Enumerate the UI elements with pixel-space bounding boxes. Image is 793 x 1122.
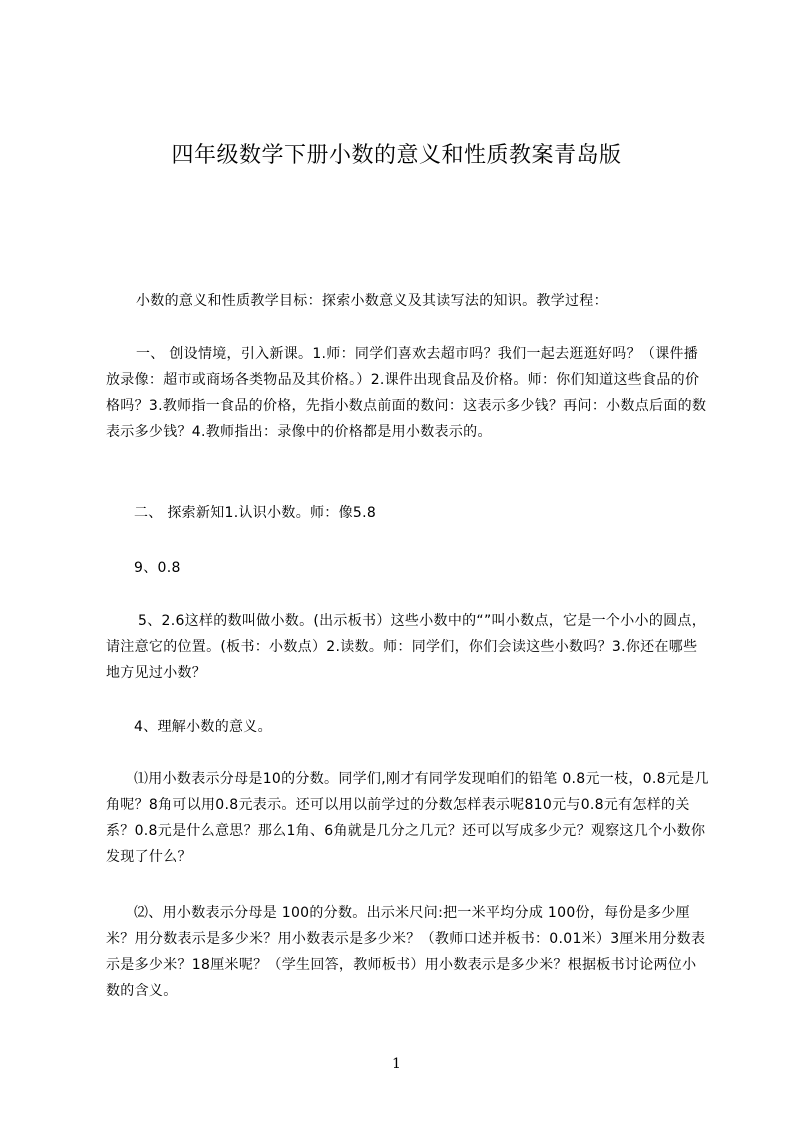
paragraph-numbers: 9、0.8 — [134, 560, 181, 576]
paragraph-decimal-point: 5、2.6这样的数叫做小数。(出示板书）这些小数中的“”叫小数点，它是一个小小的圆点，请注意它的位置。(板书：小数点）2.读数。师：同学们，你们会读这些小数吗？3.你还在哪些地方见过小数？ — [106, 613, 707, 681]
paragraph-understand-meaning: 4、理解小数的意义。 — [134, 719, 272, 735]
paragraph-hundredths: ⑵、用小数表示分母是 100的分数。出示米尺问:把一米平均分成 100份，每份是多少厘米？用分数表示是多少米？用小数表示是多少米？（教师口述并板书：0.01米）3厘米用分数表示是多少米？18厘米呢？（学生回答，教师板书）用小数表示是多少米？根据板书讨论两位小数的含义。 — [106, 905, 706, 999]
paragraph-section-one: 一、 创设情境，引入新课。1.师：同学们喜欢去超市吗？我们一起去逛逛好吗？（课件播放录像：超市或商场各类物品及其价格。）2.课件出现食品及价格。师：你们知道这些食品的价格吗？3.教师指一食品的价格，先指小数点前面的数问：这表示多少钱？再问：小数点后面的数表示多少钱？4.教师指出：录像中的价格都是用小数表示的。 — [106, 346, 707, 440]
paragraph-objectives: 小数的意义和性质教学目标：探索小数意义及其读写法的知识。教学过程： — [136, 293, 608, 309]
document-title: 四年级数学下册小数的意义和性质教案青岛版 — [171, 143, 622, 168]
paragraph-section-two: 二、 探索新知1.认识小数。师：像5.8 — [134, 505, 377, 521]
paragraph-tenths: ⑴用小数表示分母是10的分数。同学们,刚才有同学发现咱们的铅笔 0.8元一枝，0.8元是几角呢？8角可以用0.8元表示。还可以用以前学过的分数怎样表示呢810元与0.8元有怎样的关系？0.8元是什么意思？那么1角、6角就是几分之几元？还可以写成多少元？观察这几个小数你发现了什么？ — [106, 771, 709, 865]
page-number: 1 — [392, 1056, 401, 1072]
